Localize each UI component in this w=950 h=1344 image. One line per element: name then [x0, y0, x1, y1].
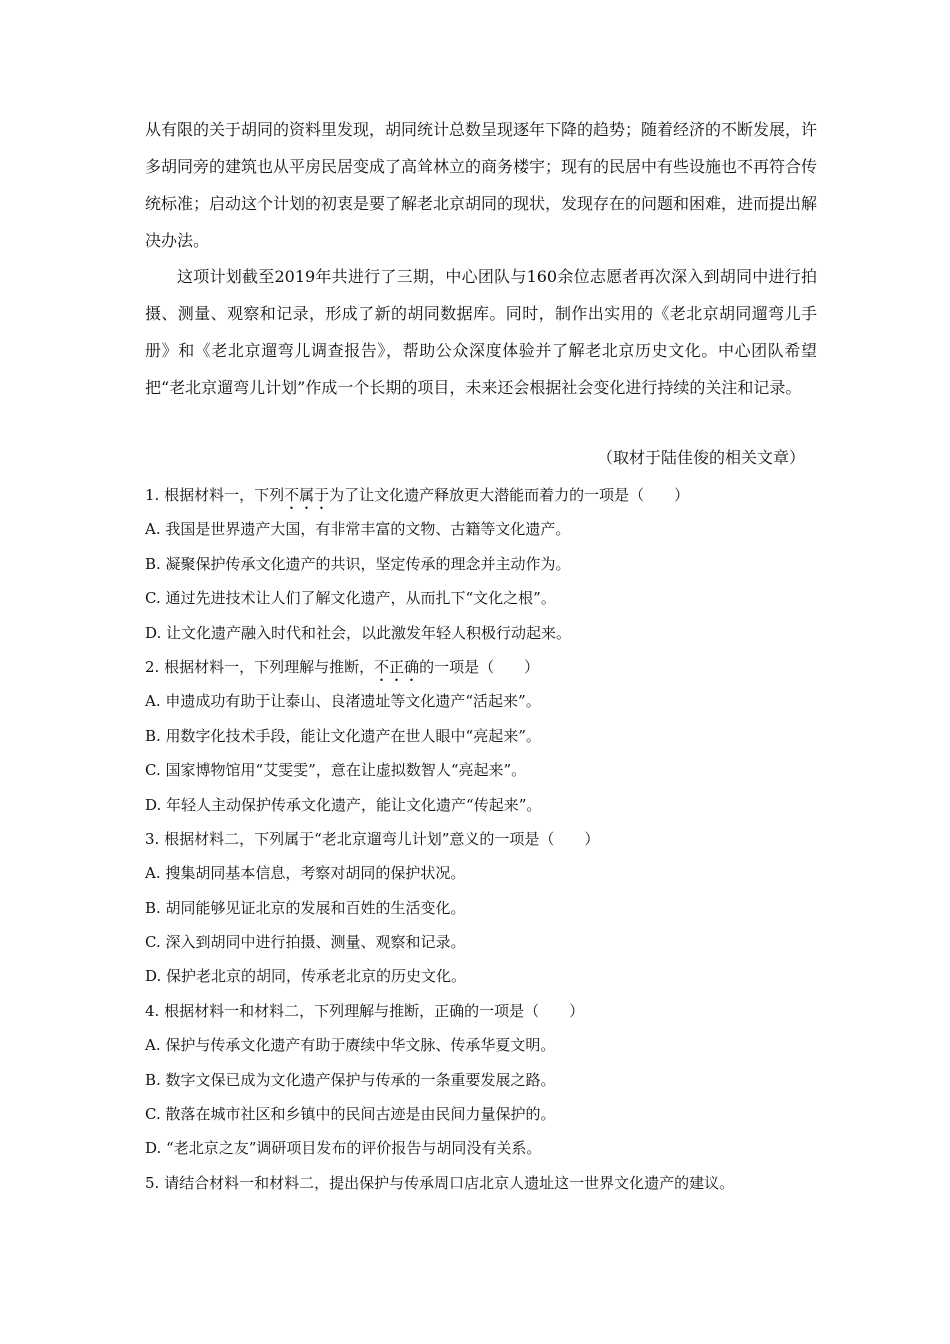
- question-1: [145, 478, 825, 650]
- option-b: B. 用数字化技术手段，能让文化遗产在世人眼中“亮起来”。: [145, 726, 541, 745]
- option-a: A. 申遗成功有助于让泰山、良渚遗址等文化遗产“活起来”。: [145, 692, 541, 711]
- question-2: [145, 650, 825, 822]
- question-stem: 4. 根据材料一和材料二，下列理解与推断，正确的一项是（ ）: [145, 1001, 585, 1020]
- emphasized-text: 不属于: [284, 486, 330, 504]
- option-a: A. 保护与传承文化遗产有助于赓续中华文脉、传承华夏文明。: [145, 1036, 556, 1055]
- question-stem: [145, 650, 825, 684]
- option-d: D. “老北京之友”调研项目发布的评价报告与胡同没有关系。: [145, 1139, 542, 1158]
- option-b: B. 胡同能够见证北京的发展和百姓的生活变化。: [145, 898, 466, 917]
- option-c: C. 散落在城市社区和乡镇中的民间古迹是由民间力量保护的。: [145, 1105, 556, 1124]
- question-4: [145, 994, 825, 1166]
- passage-paragraph-2: 这项计划截至2019年共进行了三期，中心团队与160余位志愿者再次深入到胡同中进行拍摄、测量、观察和记录，形成了新的胡同数据库。同时，制作出实用的《老北京胡同遛弯儿手册》和《老北京遛弯儿调查报告》，帮助公众深度体验并了解老北京历史文化。中心团队希望把“老北京遛弯儿计划”作成一个长期的项目，未来还会根据社会变化进行持续的关注和记录。: [145, 267, 817, 397]
- option-a: A. 搜集胡同基本信息，考察对胡同的保护状况。: [145, 864, 466, 883]
- question-stem: 5. 请结合材料一和材料二，提出保护与传承周口店北京人遗址这一世界文化遗产的建议。: [145, 1173, 735, 1192]
- question-stem: [145, 478, 825, 512]
- emphasized-text: 不正确: [374, 657, 420, 676]
- stem-text: 的一项是（ ）: [419, 657, 540, 676]
- option-d: D. 让文化遗产融入时代和社会，以此激发年轻人积极行动起来。: [145, 623, 572, 642]
- option-d: D. 年轻人主动保护传承文化遗产，能让文化遗产“传起来”。: [145, 795, 542, 814]
- stem-text: 2. 根据材料一，下列理解与推断，: [145, 657, 375, 676]
- option-b: B. 凝聚保护传承文化遗产的共识，坚定传承的理念并主动作为。: [145, 554, 571, 573]
- question-list: [145, 478, 825, 1200]
- option-c: C. 国家博物馆用“艾雯雯”，意在让虚拟数智人“亮起来”。: [145, 761, 527, 780]
- option-c: C. 通过先进技术让人们了解文化遗产，从而扎下“文化之根”。: [145, 589, 556, 608]
- source-citation: （取材于陆佳俊的相关文章）: [596, 448, 805, 467]
- option-b: B. 数字文保已成为文化遗产保护与传承的一条重要发展之路。: [145, 1070, 556, 1089]
- option-d: D. 保护老北京的胡同，传承老北京的历史文化。: [145, 967, 467, 986]
- option-c: C. 深入到胡同中进行拍摄、测量、观察和记录。: [145, 933, 466, 952]
- question-3: [145, 822, 825, 994]
- stem-text: 为了让文化遗产释放更大潜能而着力的一项是（ ）: [329, 486, 690, 504]
- stem-text: 1. 根据材料一，下列: [145, 486, 285, 504]
- question-stem: 3. 根据材料二，下列属于“老北京遛弯儿计划”意义的一项是（ ）: [145, 829, 600, 848]
- question-5: [145, 1166, 825, 1200]
- passage-paragraph-1: 从有限的关于胡同的资料里发现，胡同统计总数呈现逐年下降的趋势；随着经济的不断发展，许多胡同旁的建筑也从平房民居变成了高耸林立的商务楼宇；现有的民居中有些设施也不再符合传统标准；启动这个计划的初衷是要了解老北京胡同的现状，发现存在的问题和困难，进而提出解决办法。: [145, 120, 818, 250]
- option-a: A. 我国是世界遗产大国，有非常丰富的文物、古籍等文化遗产。: [145, 520, 571, 539]
